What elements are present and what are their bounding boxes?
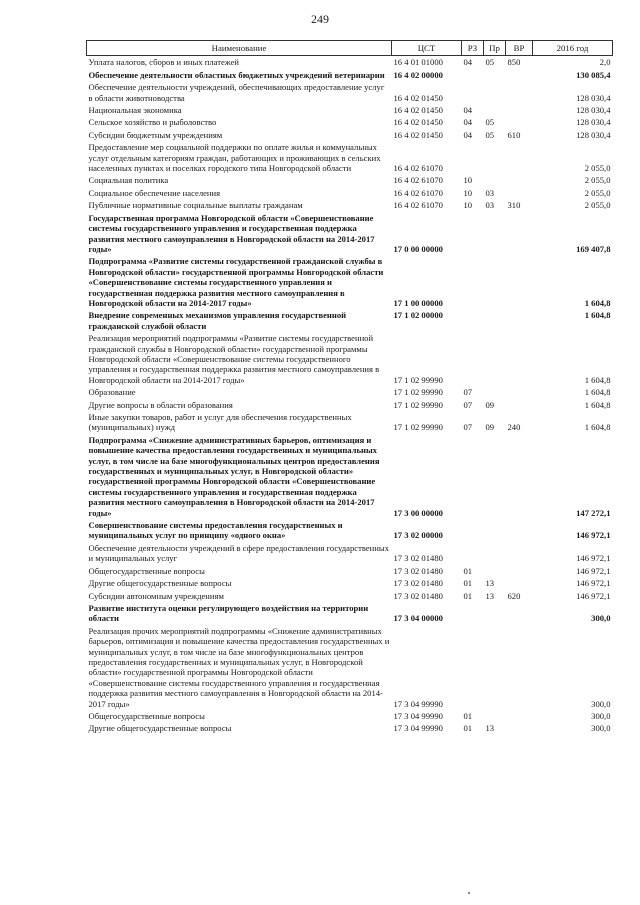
- cell-name: Социальная политика: [88, 175, 169, 186]
- cell-vr: 310: [507, 200, 521, 211]
- cell-csr: 16 4 02 01450: [393, 129, 443, 140]
- cell-vr: [506, 212, 533, 256]
- cell-vr: [506, 104, 533, 116]
- table-row: [87, 212, 613, 256]
- cell-pr: [484, 710, 506, 722]
- cell-vr: [506, 187, 533, 199]
- cell-amount: 300,0: [591, 698, 611, 709]
- cell-pr: 13: [485, 590, 495, 601]
- cell-vr: [506, 255, 533, 309]
- cell-amount: 2 055,0: [584, 187, 611, 198]
- cell-rz: 01: [463, 578, 473, 589]
- cell-rz: 10: [463, 200, 473, 211]
- cell-csr: 17 1 00 00000: [393, 297, 443, 308]
- cell-pr: [484, 434, 506, 519]
- cell-vr: [506, 519, 533, 542]
- cell-vr: [506, 141, 533, 174]
- cell-name: Внедрение современных механизмов управления государственной гражданской службой области: [88, 310, 347, 331]
- cell-csr: 17 1 02 00000: [393, 310, 443, 321]
- cell-rz: 01: [463, 723, 473, 734]
- table-row: [87, 199, 613, 211]
- cell-rz: [462, 141, 484, 174]
- cell-pr: [484, 542, 506, 565]
- cell-vr: [506, 722, 533, 734]
- cell-rz: [462, 625, 484, 710]
- cell-name: Реализация мероприятий подпрограммы «Развитие системы государственной гражданской службы в Новгородской области» государственной программы Новгородской области «Совершенствование системы государственного управления и государственная поддержка развития местного самоуправления в Новгородской области на 2014-2017 годы»: [88, 333, 380, 385]
- header-vr: ВР: [506, 41, 533, 56]
- cell-rz: [462, 542, 484, 565]
- cell-amount: 300,0: [591, 710, 611, 721]
- table-row: [87, 542, 613, 565]
- cell-pr: 03: [485, 200, 495, 211]
- cell-name: Реализация прочих мероприятий подпрограммы «Снижение административных барьеров, оптимизация и повышение качества предоставления государственных и муниципальных услуг, в том числе на базе многофункциональных центров предоставления государственных и муниципальных услуг, в Новгородской области» государственной программы Новгородской области «Совершенствование системы государственного управления и государственная поддержка развития местного самоуправления в Новгородской области на 2014-2017 годы»: [88, 625, 390, 709]
- cell-name: Социальное обеспечение населения: [88, 187, 221, 198]
- cell-name: Субсидии автономным учреждениям: [88, 590, 224, 601]
- cell-amount: 2 055,0: [584, 200, 611, 211]
- cell-vr: [506, 116, 533, 128]
- cell-name: Общегосударственные вопросы: [88, 565, 205, 576]
- cell-rz: [462, 81, 484, 104]
- cell-amount: 1 604,8: [584, 310, 611, 321]
- cell-pr: [484, 309, 506, 332]
- cell-amount: 169 407,8: [576, 243, 611, 254]
- cell-pr: 13: [485, 578, 495, 589]
- cell-name: Государственная программа Новгородской области «Совершенствование системы государственного управления и государственная поддержка развития местного самоуправления в Новгородской области на 2014-2017 годы»: [88, 212, 375, 254]
- cell-amount: 2 055,0: [584, 175, 611, 186]
- table-body: [87, 56, 613, 735]
- cell-vr: [506, 602, 533, 625]
- cell-pr: [484, 255, 506, 309]
- page-number: 249: [311, 12, 329, 26]
- cell-rz: [462, 69, 484, 81]
- table-row: [87, 722, 613, 734]
- header-amount: 2016 год: [533, 41, 613, 56]
- cell-vr: 240: [507, 422, 521, 433]
- header-csr: ЦСТ: [392, 41, 462, 56]
- cell-vr: [506, 332, 533, 386]
- cell-name: Обеспечение деятельности учреждений, обеспечивающих предоставление услуг в области животноводства: [88, 82, 385, 103]
- cell-csr: 16 4 02 00000: [393, 69, 443, 80]
- cell-pr: [484, 81, 506, 104]
- cell-rz: 01: [463, 565, 473, 576]
- table-row: [87, 625, 613, 710]
- table-row: [87, 187, 613, 199]
- cell-amount: 146 972,1: [576, 553, 611, 564]
- cell-pr: [484, 69, 506, 81]
- cell-csr: 17 3 04 99990: [393, 698, 443, 709]
- cell-name: Предоставление мер социальной поддержки по оплате жилья и коммунальных услуг отдельным категориям граждан, работающих и проживающих в сельских населенных пунктах и поселках городского типа Новгородской области: [88, 142, 381, 174]
- cell-name: Другие вопросы в области образования: [88, 399, 233, 410]
- cell-amount: 146 972,1: [576, 530, 611, 541]
- cell-rz: 04: [463, 57, 473, 68]
- table-row: [87, 69, 613, 81]
- cell-name: Сельское хозяйство и рыболовство: [88, 117, 217, 128]
- table-row: [87, 519, 613, 542]
- cell-rz: 10: [463, 175, 473, 186]
- cell-vr: [506, 386, 533, 398]
- table-row: [87, 602, 613, 625]
- cell-pr: 05: [485, 117, 495, 128]
- cell-csr: 17 3 04 99990: [393, 710, 443, 721]
- cell-rz: 10: [463, 187, 473, 198]
- cell-amount: 146 972,1: [576, 578, 611, 589]
- cell-vr: [506, 625, 533, 710]
- cell-name: Обеспечение деятельности областных бюджетных учреждений ветеринарии: [88, 69, 385, 80]
- cell-pr: 09: [485, 399, 495, 410]
- cell-csr: 16 4 02 61070: [393, 175, 443, 186]
- cell-pr: [484, 332, 506, 386]
- cell-name: Национальная экономика: [88, 105, 182, 116]
- header-name: Наименование: [87, 41, 392, 56]
- cell-rz: 07: [463, 422, 473, 433]
- cell-pr: 09: [485, 422, 495, 433]
- cell-pr: [484, 519, 506, 542]
- cell-amount: 2 055,0: [584, 163, 611, 174]
- cell-vr: [506, 710, 533, 722]
- cell-amount: 146 972,1: [576, 565, 611, 576]
- cell-rz: 04: [463, 105, 473, 116]
- cell-vr: [506, 565, 533, 577]
- cell-csr: 17 3 02 01480: [393, 553, 443, 564]
- cell-name: Совершенствование системы предоставления государственных и муниципальных услуг по принципу «одного окна»: [88, 520, 343, 541]
- cell-name: Иные закупки товаров, работ и услуг для обеспечения государственных (муниципальных) нужд: [88, 412, 352, 433]
- cell-vr: [506, 81, 533, 104]
- table-row: [87, 590, 613, 602]
- table-row: [87, 309, 613, 332]
- table-row: [87, 332, 613, 386]
- table-row: [87, 710, 613, 722]
- cell-rz: 04: [463, 117, 473, 128]
- cell-pr: 13: [485, 723, 495, 734]
- cell-csr: 16 4 02 01450: [393, 117, 443, 128]
- cell-amount: 146 972,1: [576, 590, 611, 601]
- cell-pr: 05: [485, 57, 495, 68]
- cell-csr: 17 3 02 01480: [393, 578, 443, 589]
- cell-rz: [462, 602, 484, 625]
- cell-pr: [484, 212, 506, 256]
- cell-csr: 16 4 02 61070: [393, 200, 443, 211]
- cell-name: Подпрограмма «Развитие системы государственной гражданской службы в Новгородской области» государственной программы Новгородской области «Совершенствование системы государственного управления и государственная поддержка развития местного самоуправления в Новгородской области на 2014-2017 годы»: [88, 256, 384, 308]
- cell-csr: 16 4 01 01000: [393, 57, 443, 68]
- cell-rz: 07: [463, 387, 473, 398]
- cell-name: Субсидии бюджетным учреждениям: [88, 129, 223, 140]
- table-row: [87, 81, 613, 104]
- cell-csr: 17 0 00 00000: [393, 243, 443, 254]
- cell-rz: 01: [463, 590, 473, 601]
- cell-vr: [506, 174, 533, 186]
- cell-pr: [484, 104, 506, 116]
- cell-rz: [462, 434, 484, 519]
- scan-speck: [468, 892, 470, 894]
- cell-name: Уплата налогов, сборов и иных платежей: [88, 57, 240, 68]
- cell-vr: [506, 434, 533, 519]
- cell-amount: 147 272,1: [576, 507, 611, 518]
- cell-csr: 17 1 02 99990: [393, 399, 443, 410]
- cell-pr: 03: [485, 187, 495, 198]
- cell-name: Публичные нормативные социальные выплаты гражданам: [88, 200, 303, 211]
- table-row: [87, 255, 613, 309]
- cell-rz: [462, 212, 484, 256]
- cell-csr: 17 3 04 00000: [393, 613, 443, 624]
- cell-name: Другие общегосударственные вопросы: [88, 723, 232, 734]
- cell-vr: 610: [507, 129, 521, 140]
- cell-csr: 16 4 02 01450: [393, 105, 443, 116]
- cell-amount: 128 030,4: [576, 117, 611, 128]
- table-row: [87, 411, 613, 434]
- cell-amount: 1 604,8: [584, 399, 611, 410]
- table-row: [87, 116, 613, 128]
- cell-vr: [506, 577, 533, 589]
- cell-csr: 17 1 02 99990: [393, 374, 443, 385]
- header-pr: Пр: [484, 41, 506, 56]
- cell-csr: 17 1 02 99990: [393, 422, 443, 433]
- budget-table: [86, 40, 613, 735]
- cell-pr: [484, 174, 506, 186]
- cell-rz: [462, 332, 484, 386]
- table-row: [87, 174, 613, 186]
- table-row: [87, 399, 613, 411]
- cell-csr: 17 3 00 00000: [393, 507, 443, 518]
- cell-amount: 1 604,8: [584, 387, 611, 398]
- cell-csr: 16 4 02 01450: [393, 92, 443, 103]
- header-rz: РЗ: [462, 41, 484, 56]
- cell-csr: 17 3 02 01480: [393, 565, 443, 576]
- cell-pr: [484, 625, 506, 710]
- table-row: [87, 565, 613, 577]
- cell-rz: 04: [463, 129, 473, 140]
- table-row: [87, 386, 613, 398]
- cell-csr: 17 3 02 00000: [393, 530, 443, 541]
- cell-amount: 2,0: [599, 57, 611, 68]
- cell-name: Обеспечение деятельности учреждений в сфере предоставления государственных и муниципальных услуг: [88, 542, 389, 564]
- table-row: [87, 104, 613, 116]
- table-header-row: [87, 41, 613, 56]
- cell-pr: [484, 386, 506, 398]
- cell-name: Подпрограмма «Снижение административных барьеров, оптимизация и повышение качества предоставления государственных и муниципальных услуг, в том числе на базе многофункциональных центров предоставления государственных и муниципальных услуг, в Новгородской области» государственной программы Новгородской области «Совершенствование системы государственного управления и государственная поддержка развития местного самоуправления в Новгородской области на 2014-2017 годы»: [88, 434, 380, 518]
- table-row: [87, 434, 613, 519]
- cell-amount: 1 604,8: [584, 297, 611, 308]
- cell-pr: [484, 602, 506, 625]
- table-row: [87, 577, 613, 589]
- cell-amount: 128 030,4: [576, 105, 611, 116]
- table-row: [87, 56, 613, 69]
- cell-amount: 1 604,8: [584, 422, 611, 433]
- cell-vr: [506, 542, 533, 565]
- cell-pr: 05: [485, 129, 495, 140]
- cell-csr: 16 4 02 61070: [393, 163, 443, 174]
- cell-vr: [506, 69, 533, 81]
- table-row: [87, 129, 613, 141]
- cell-amount: 300,0: [591, 723, 611, 734]
- cell-name: Образование: [88, 387, 136, 398]
- cell-amount: 128 030,4: [576, 129, 611, 140]
- table-row: [87, 141, 613, 174]
- cell-vr: 620: [507, 590, 521, 601]
- cell-vr: [506, 309, 533, 332]
- cell-name: Другие общегосударственные вопросы: [88, 578, 232, 589]
- cell-csr: 17 1 02 99990: [393, 387, 443, 398]
- cell-amount: 300,0: [591, 613, 611, 624]
- cell-amount: 1 604,8: [584, 374, 611, 385]
- cell-pr: [484, 565, 506, 577]
- cell-rz: [462, 309, 484, 332]
- cell-amount: 128 030,4: [576, 92, 611, 103]
- cell-name: Развитие института оценки регулирующего воздействия на территории области: [88, 602, 369, 624]
- cell-csr: 17 3 04 99990: [393, 723, 443, 734]
- cell-rz: [462, 519, 484, 542]
- cell-vr: [506, 399, 533, 411]
- cell-name: Общегосударственные вопросы: [88, 710, 205, 721]
- cell-amount: 130 085,4: [576, 69, 611, 80]
- cell-rz: [462, 255, 484, 309]
- cell-rz: 01: [463, 710, 473, 721]
- cell-vr: 850: [507, 57, 521, 68]
- cell-pr: [484, 141, 506, 174]
- cell-csr: 17 3 02 01480: [393, 590, 443, 601]
- cell-csr: 16 4 02 61070: [393, 187, 443, 198]
- cell-rz: 07: [463, 399, 473, 410]
